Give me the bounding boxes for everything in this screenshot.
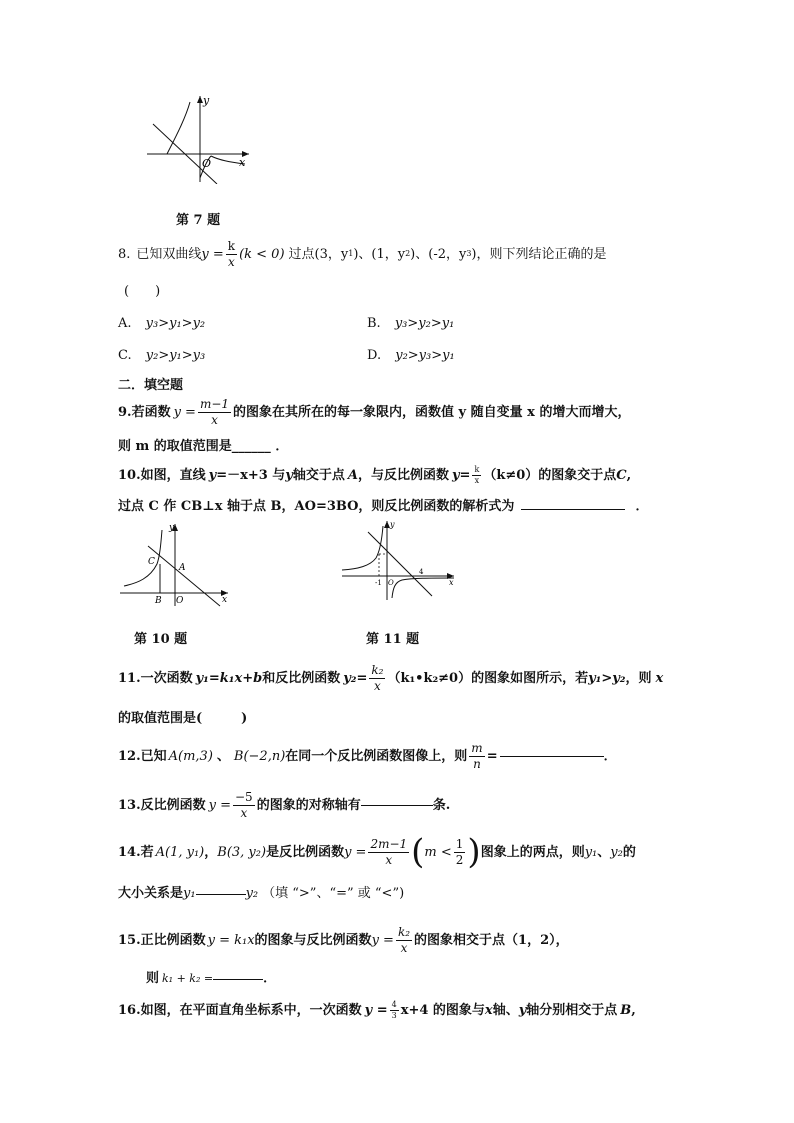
q9-formula: y = — [173, 404, 196, 420]
q9-frac-num: m−1 — [199, 397, 230, 411]
q13-frac-num: −5 — [235, 790, 253, 804]
q16-frac-den: 3 — [391, 1011, 397, 1021]
q16-h: B — [620, 1003, 632, 1019]
q15-a: 15.正比例函数 — [118, 932, 206, 948]
q15-b: y = k₁x — [207, 932, 255, 948]
q13-a: 13.反比例函数 — [118, 797, 206, 813]
q14-g: 图象上的两点，则 — [480, 844, 585, 860]
q11-b: y₁=k₁x+b — [195, 670, 263, 686]
q9-mid: 的图象在其所在的每一象限内，函数值 y 随自变量 x 的增大而增大， — [233, 404, 631, 420]
q14-line2-a: 大小关系是 — [118, 886, 184, 901]
fig11-label-x: x — [449, 578, 454, 587]
question-15 — [118, 926, 569, 954]
q15-c: 的图象与反比例函数 — [254, 932, 372, 948]
q12-e: 在同一个反比例函数图像上，则 — [285, 748, 468, 764]
q16-a: 16.如图，在平面直角坐标系中，一次函数 — [118, 1003, 362, 1019]
q9-start: 9.若函数 — [118, 404, 171, 420]
fig10-label-c: C — [148, 557, 155, 567]
q9-frac-den: x — [211, 412, 218, 427]
fig10-label-y: y — [169, 523, 175, 533]
q12-frac-num: m — [471, 741, 483, 755]
q11-frac-den: x — [374, 678, 381, 693]
q8-option-a-text: y₃>y₁>y₂ — [145, 316, 206, 331]
q8-option-b-text: y₃>y₂>y₁ — [394, 316, 455, 331]
q15-line2-a: 则 — [146, 971, 160, 986]
q16-i: , — [631, 1003, 636, 1019]
q13-c: 的图象的对称轴有 — [256, 797, 361, 813]
q13-answer-blank — [361, 804, 433, 806]
fig10-label-o: O — [176, 596, 184, 606]
question-14 — [118, 831, 636, 872]
q10-b: y — [208, 468, 217, 484]
question-8: 8. 已知双曲线 y = $\frac{k}{x}$ (k < 0) 过点(3，y 1 )、(1，y 2 )、(-2，y 3 )，则下列结论正确的是 — [118, 239, 607, 269]
fig7-y-label: y — [203, 94, 210, 107]
q8-option-d-text: y₂>y₃>y₁ — [395, 348, 455, 363]
figure-7-caption: 第 7 题 — [176, 213, 221, 228]
q8-fraction — [226, 240, 237, 268]
q15-line-2 — [146, 972, 276, 985]
q10-answer-blank — [521, 508, 625, 510]
q9-line-2: 则 m 的取值范围是______ ． — [118, 439, 289, 454]
q8-suffix: )，则下列结论正确的是 — [471, 246, 607, 262]
q15-frac-den: x — [400, 940, 408, 955]
q8-number: 8. — [118, 246, 131, 262]
q15-line2-c: ． — [263, 971, 277, 986]
q10-f: A — [347, 468, 358, 484]
figure-10-caption: 第 10 题 — [134, 632, 188, 647]
q12-b: A(m,3) — [168, 748, 213, 764]
q8-option-b — [367, 317, 454, 330]
q13-fraction — [233, 791, 255, 819]
question-11 — [118, 664, 663, 692]
question-16 — [118, 1001, 636, 1021]
q10-frac-den: x — [474, 476, 480, 486]
q11-g: ，则 — [625, 670, 652, 686]
q8-option-c-text: y₂>y₁>y₃ — [145, 348, 206, 363]
q15-fraction — [396, 926, 412, 954]
q14-d: B(3, y₂) — [217, 844, 267, 860]
q8-option-a-label: A. — [118, 316, 132, 331]
q15-frac-num: k₂ — [397, 925, 411, 939]
q11-a: 11.一次函数 — [118, 670, 193, 686]
q10-line-2 — [118, 500, 649, 513]
q12-g: ． — [603, 748, 617, 764]
q11-f: y₁>y₂ — [588, 670, 626, 686]
q14-f: y = — [344, 844, 367, 860]
q8-points-1: 过点(3，y — [288, 246, 349, 262]
q14-cond-den: 2 — [455, 852, 464, 867]
fig7-x-label: x — [239, 156, 246, 169]
q11-d: y₂= — [343, 670, 368, 686]
q8-option-d-label: D. — [367, 348, 382, 363]
q14-c: ， — [204, 844, 218, 860]
q15-line2-b: k₁ + k₂ = — [162, 972, 214, 985]
q14-line2-c: y₂ — [245, 886, 259, 901]
q10-c: =－x+3 与 — [216, 468, 286, 484]
section-2-heading: 二．填空题 — [118, 378, 184, 393]
q8-points-3: )、(-2，y — [410, 246, 467, 262]
q12-fraction — [469, 742, 484, 770]
q11-line-2: 的取值范围是( ) — [118, 711, 248, 726]
q14-b: A(1, y₁) — [155, 844, 205, 860]
q15-e: 的图象相交于点（1，2）， — [414, 932, 569, 948]
q16-fraction — [390, 1001, 399, 1021]
q15-answer-blank — [213, 978, 263, 980]
q16-frac-num: 4 — [390, 1001, 399, 1011]
figure-11-caption: 第 11 题 — [366, 632, 420, 647]
q14-frac-den: x — [385, 852, 393, 867]
figure-11-graph — [340, 518, 460, 602]
q14-cond-fraction — [454, 838, 466, 866]
q8-option-a — [118, 317, 205, 330]
figure-10-graph — [118, 520, 233, 608]
q10-fraction — [472, 466, 481, 486]
q16-d: x — [484, 1003, 493, 1019]
question-9 — [118, 398, 630, 426]
q14-line2-d: （填 “>”、“=” 或 “<”) — [262, 886, 405, 901]
q14-a: 14.若 — [118, 844, 154, 860]
q8-prefix: 已知双曲线 — [136, 246, 202, 262]
q8-frac-num: k — [227, 239, 236, 253]
q16-f: y — [518, 1003, 527, 1019]
q14-cond: m < — [424, 844, 452, 860]
q14-line-2 — [118, 887, 404, 900]
q11-fraction — [369, 664, 385, 692]
q9-fraction — [198, 398, 231, 426]
q8-option-d — [367, 349, 455, 362]
q10-line-2-text: 过点 C 作 CB⊥x 轴于点 B，AO=3BO，则反比例函数的解析式为 — [118, 499, 515, 514]
q14-j: y₂ — [610, 844, 623, 860]
q8-answer-paren: ( ) — [124, 284, 161, 299]
q8-option-c-label: C. — [118, 348, 132, 363]
q16-g: 轴分别相交于点 — [526, 1003, 618, 1019]
q10-h: y — [451, 468, 460, 484]
q11-e: （k₁•k₂≠0）的图象如图所示，若 — [387, 670, 589, 686]
q14-frac-num: 2m−1 — [370, 837, 408, 851]
q16-c: x+4 的图象与 — [400, 1003, 485, 1019]
q14-e: 是反比例函数 — [266, 844, 345, 860]
q12-f: = — [486, 748, 498, 764]
q10-frac-num: k — [472, 466, 481, 476]
q10-e: 轴交于点 — [292, 468, 345, 484]
fig7-origin-label: O — [202, 157, 212, 170]
q10-j: （k≠0）的图象交于点 — [483, 468, 617, 484]
question-13 — [118, 791, 450, 819]
q10-k: C — [616, 468, 627, 484]
q8-frac-den: x — [228, 254, 235, 269]
q15-d: y = — [371, 932, 394, 948]
q14-cond-num: 1 — [455, 837, 464, 851]
q12-d: B(−2,n) — [233, 748, 286, 764]
q12-a: 12.已知 — [118, 748, 167, 764]
q10-i: = — [459, 468, 471, 484]
fig11-label-y: y — [390, 520, 395, 529]
fig10-label-x: x — [222, 595, 228, 605]
q10-d: y — [285, 468, 293, 484]
q8-formula: y = — [201, 246, 224, 262]
q14-h: y₁ — [584, 844, 598, 860]
q13-b: y = — [208, 797, 231, 813]
q8-condition: (k < 0) — [239, 246, 285, 262]
q14-line2-b: y₁ — [183, 886, 196, 901]
q14-i: 、 — [597, 844, 611, 860]
question-12 — [118, 742, 617, 770]
q10-g: ，与反比例函数 — [357, 468, 449, 484]
q10-line-2-end: ． — [635, 499, 649, 514]
q14-fraction — [368, 838, 409, 866]
q13-frac-den: x — [240, 805, 248, 820]
fig11-label-4: 4 — [419, 568, 424, 576]
q8-option-b-label: B. — [367, 316, 381, 331]
q11-h: x — [655, 670, 664, 686]
q12-c: 、 — [216, 748, 230, 764]
fig11-label-o: O — [388, 579, 394, 587]
q10-a: 10.如图，直线 — [118, 468, 206, 484]
question-10 — [118, 466, 631, 486]
q11-frac-num: k₂ — [371, 663, 384, 677]
q11-c: 和反比例函数 — [262, 670, 341, 686]
q12-frac-den: n — [473, 756, 481, 771]
q14-right-paren: ) — [467, 831, 481, 872]
fig10-label-a: A — [179, 563, 186, 573]
fig11-label-neg1: -1 — [375, 579, 382, 587]
q14-answer-blank — [196, 893, 246, 895]
q10-l: , — [626, 468, 632, 484]
q14-left-paren: ( — [411, 831, 425, 872]
q8-points-2: )、(1，y — [353, 246, 406, 262]
fig10-label-b: B — [155, 596, 162, 606]
q8-option-c — [118, 349, 205, 362]
q14-k: 的 — [622, 844, 636, 860]
q16-e: 轴、 — [492, 1003, 519, 1019]
figure-7-graph — [145, 92, 255, 184]
q13-d: 条. — [432, 797, 451, 813]
q16-b: y = — [364, 1003, 388, 1019]
q12-answer-blank — [500, 755, 604, 757]
